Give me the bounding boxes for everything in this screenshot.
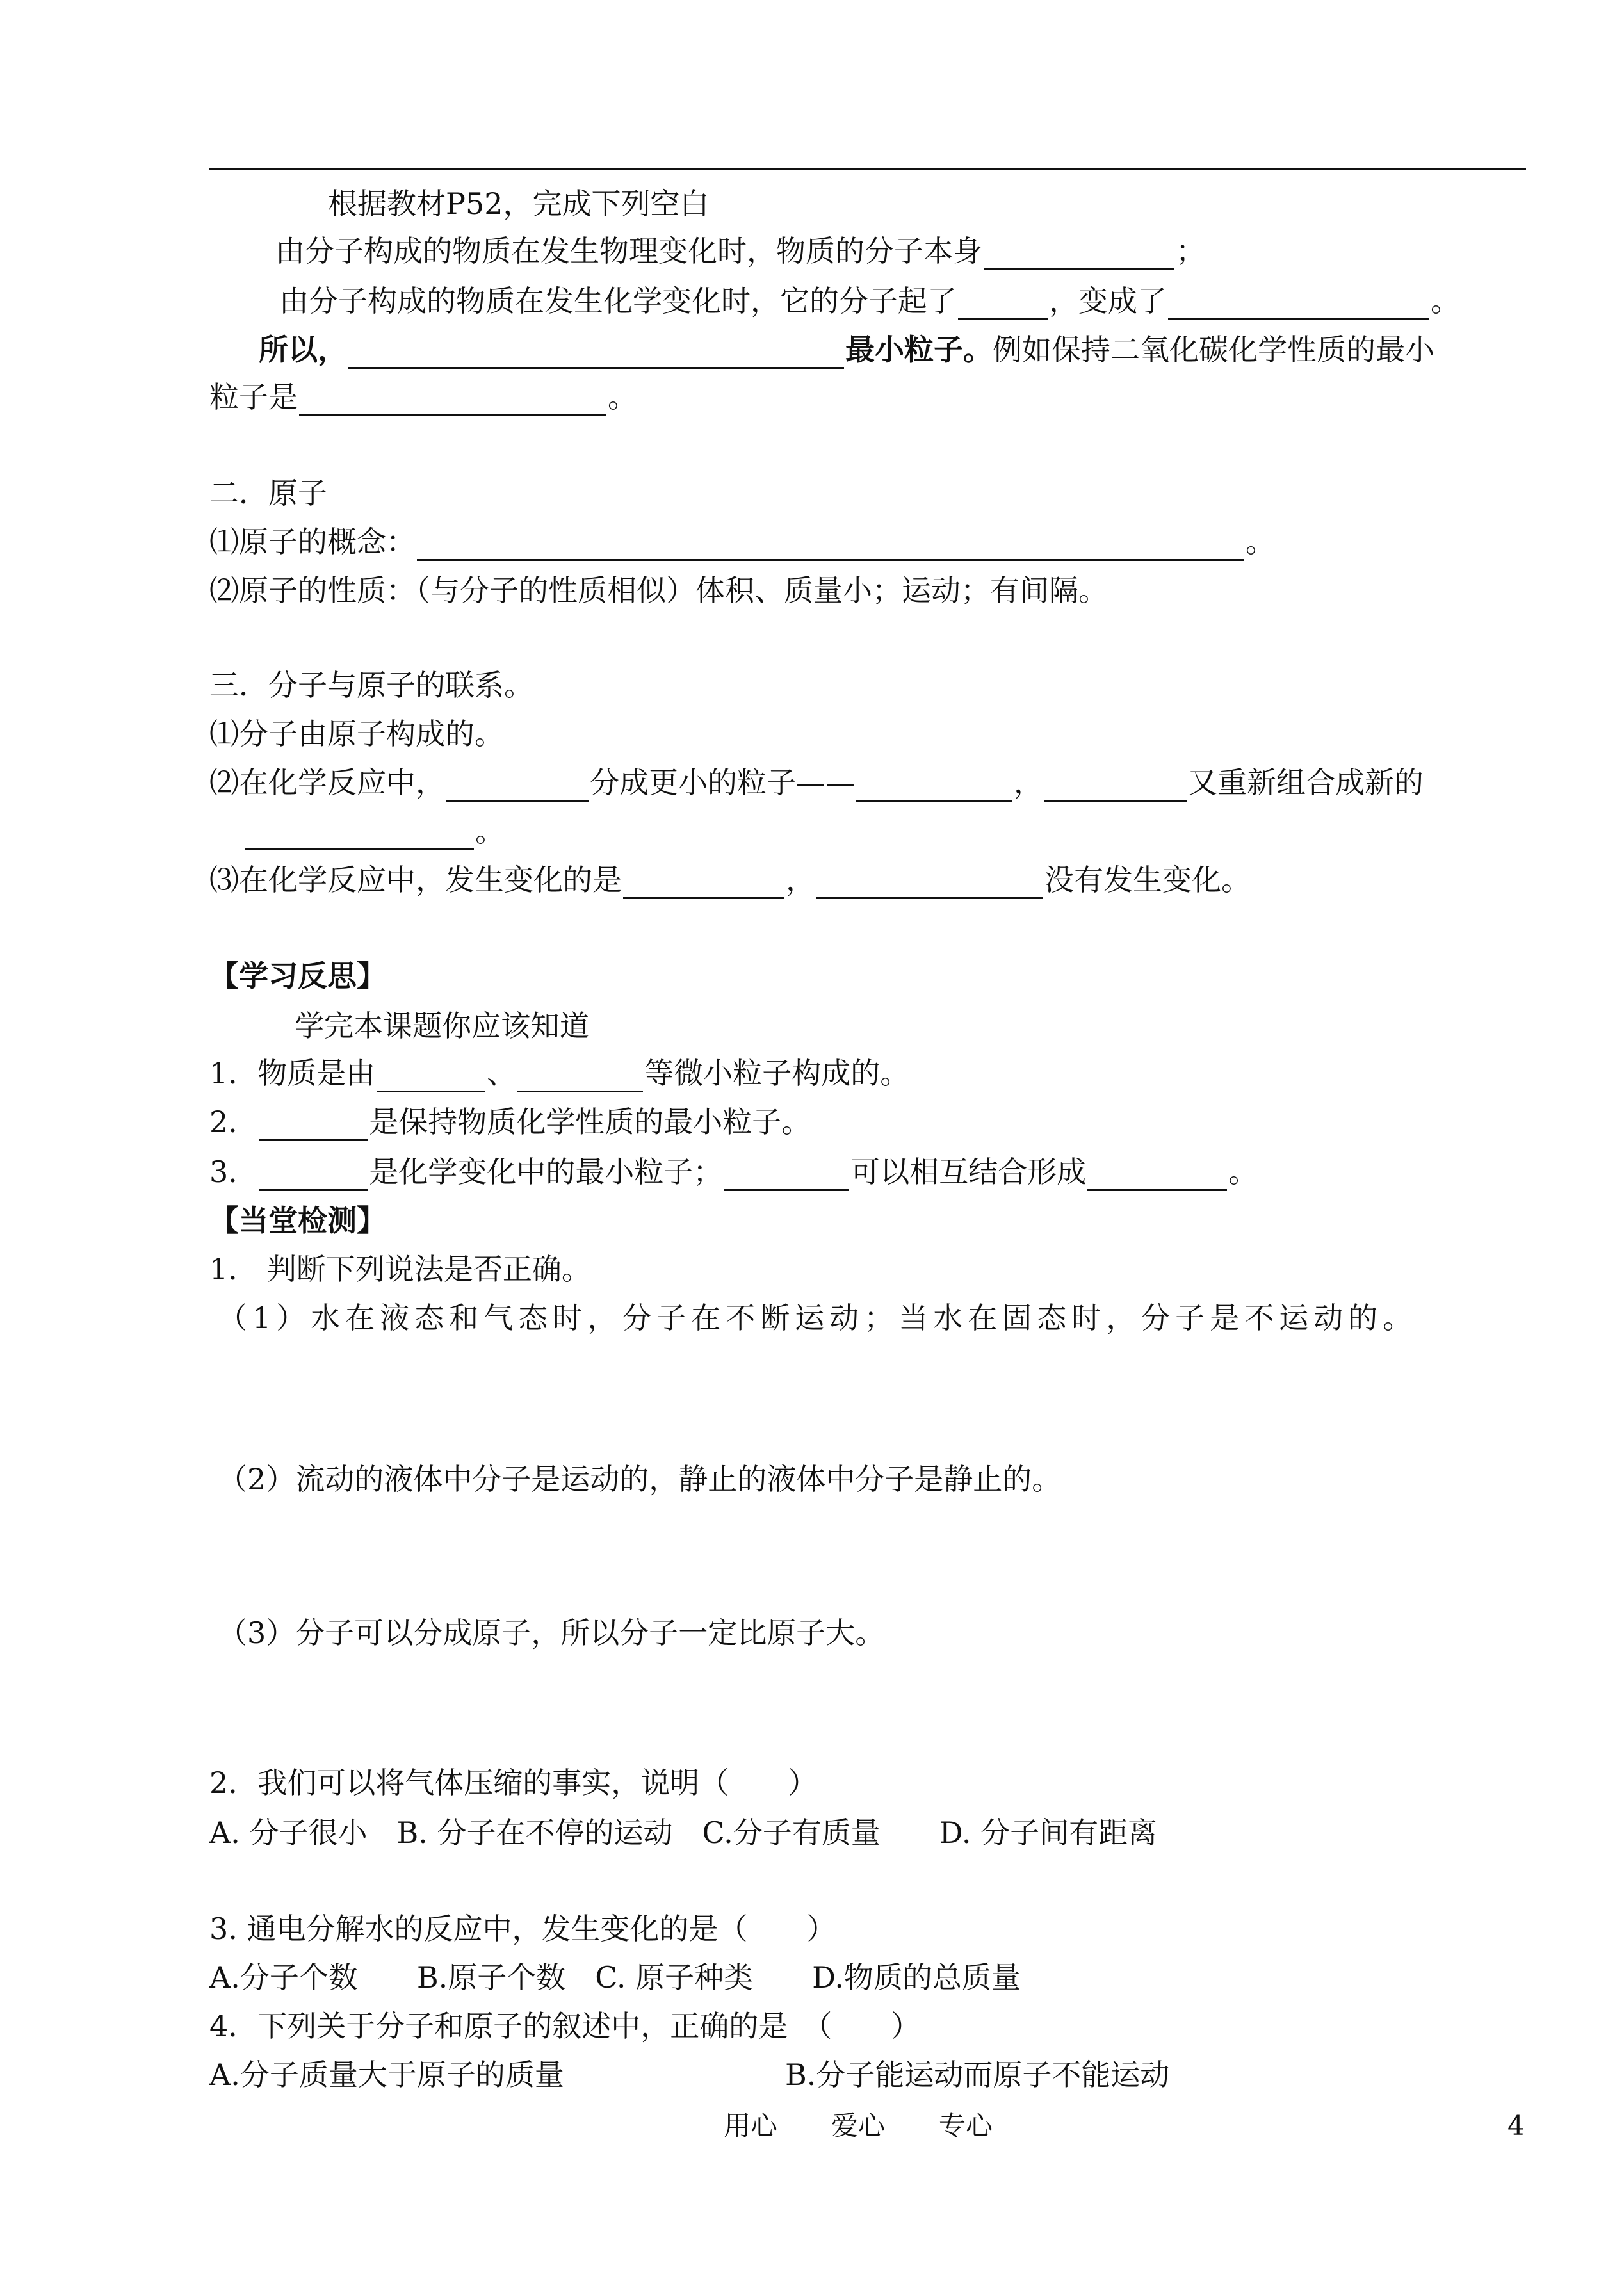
- options-text: A.分子质量大于原子的质量: [209, 2057, 564, 2092]
- instruction-text: 根据教材P52，完成下列空白: [328, 186, 710, 221]
- question-text: 3. 通电分解水的反应中，发生变化的是（ ）: [209, 1911, 836, 1946]
- test-q1-2: [218, 1460, 1061, 1498]
- text: 由分子构成的物质在发生物理变化时，物质的分子本身: [275, 234, 982, 268]
- answer-blank[interactable]: [1044, 769, 1187, 802]
- text: ；: [1176, 234, 1205, 268]
- atom-concept-line: [209, 523, 1275, 561]
- text: 。: [1228, 1155, 1258, 1189]
- text: 1．物质是由: [209, 1056, 376, 1091]
- text: ，: [786, 863, 815, 897]
- test-heading: [209, 1201, 386, 1240]
- text: ⑴分子由原子构成的。: [209, 717, 504, 751]
- relation-line-1: [209, 715, 504, 753]
- answer-blank[interactable]: [623, 866, 784, 899]
- text: 例如保持二氧化碳化学性质的最小: [993, 332, 1434, 367]
- test-q3-options: [209, 1958, 1021, 1997]
- reflection-heading: [209, 957, 386, 995]
- text: 。: [608, 380, 637, 414]
- question-text: 1． 判断下列说法是否正确。: [209, 1252, 591, 1286]
- question-text: 4．下列关于分子和原子的叙述中，正确的是 （ ）: [209, 2009, 921, 2043]
- section-heading: 三．分子与原子的联系。: [209, 668, 533, 702]
- co2-particle-line: [209, 378, 637, 416]
- answer-blank[interactable]: [348, 336, 844, 369]
- answer-blank[interactable]: [958, 288, 1048, 320]
- answer-blank[interactable]: [417, 528, 1244, 561]
- footer-motto: [724, 2107, 993, 2145]
- atom-heading: [209, 474, 327, 512]
- statement-text: （3）分子可以分成原子，所以分子一定比原子大。: [218, 1616, 885, 1650]
- test-q1: [209, 1250, 591, 1288]
- instruction-line: [328, 184, 709, 223]
- relation-line-3: [209, 861, 1251, 899]
- text: 。: [1431, 284, 1460, 318]
- text: 又重新组合成新的: [1188, 765, 1424, 800]
- reflection-intro: [295, 1007, 589, 1045]
- answer-blank[interactable]: [446, 769, 589, 802]
- answer-blank[interactable]: [856, 769, 1012, 802]
- answer-blank[interactable]: [245, 818, 474, 850]
- answer-blank[interactable]: [1087, 1158, 1227, 1191]
- text: 没有发生变化。: [1044, 863, 1251, 897]
- text: 2．: [209, 1105, 258, 1139]
- reflection-q3: [209, 1153, 1258, 1191]
- test-q3: [209, 1910, 836, 1948]
- relation-line-2-cont: [243, 812, 505, 850]
- test-q4-option-a: [209, 2056, 564, 2094]
- statement-text: （1）水在液态和气态时，分子在不断运动；当水在固态时，分子是不运动的。: [218, 1301, 1418, 1335]
- answer-blank[interactable]: [724, 1158, 849, 1191]
- text: 是化学变化中的最小粒子；: [369, 1155, 723, 1189]
- text: 。: [1246, 524, 1275, 559]
- relation-line-2: [209, 763, 1424, 802]
- reflection-q1: [209, 1054, 909, 1092]
- options-text: A. 分子很小 B. 分子在不停的运动 C.分子有质量 D. 分子间有距离: [209, 1815, 1158, 1850]
- chemical-change-line: [279, 282, 1460, 320]
- answer-blank[interactable]: [377, 1060, 485, 1092]
- statement-text: （2）流动的液体中分子是运动的，静止的液体中分子是静止的。: [218, 1462, 1062, 1496]
- options-text: B.分子能运动而原子不能运动: [785, 2057, 1170, 2092]
- text: ，: [1014, 765, 1043, 800]
- text: 最小粒子。: [845, 332, 993, 367]
- text: ⑴原子的概念：: [209, 524, 416, 559]
- test-q2-options: [209, 1813, 1157, 1852]
- page-number: [1507, 2107, 1525, 2145]
- test-q4-option-b: [785, 2056, 1169, 2094]
- answer-blank[interactable]: [259, 1158, 368, 1191]
- page-number-text: 4: [1507, 2110, 1525, 2141]
- text: ⑵在化学反应中，: [209, 765, 445, 800]
- test-q2: [209, 1764, 817, 1802]
- text: 粒子是: [209, 380, 298, 414]
- answer-blank[interactable]: [984, 238, 1174, 270]
- section-heading: 【当堂检测】: [209, 1203, 386, 1238]
- motto-text: 用心 爱心 专心: [724, 2110, 993, 2141]
- answer-blank[interactable]: [299, 384, 606, 416]
- section-heading: 二．原子: [209, 476, 327, 510]
- text: 学完本课题你应该知道: [295, 1009, 589, 1043]
- question-text: 2．我们可以将气体压缩的事实，说明（ ）: [209, 1765, 818, 1800]
- text: 是保持物质化学性质的最小粒子。: [369, 1105, 811, 1139]
- reflection-q2: [209, 1103, 811, 1141]
- text: 3．: [209, 1155, 258, 1189]
- section-heading: 【学习反思】: [209, 959, 386, 993]
- test-q1-1: [218, 1299, 1417, 1337]
- answer-blank[interactable]: [1168, 288, 1429, 320]
- text: ⑵原子的性质：（与分子的性质相似）体积、质量小；运动；有间隔。: [209, 573, 1108, 608]
- physical-change-line: [275, 232, 1205, 270]
- text: ⑶在化学反应中，发生变化的是: [209, 863, 622, 897]
- options-text: A.分子个数 B.原子个数 C. 原子种类 D.物质的总质量: [209, 1960, 1021, 1995]
- text: 。: [475, 814, 505, 848]
- text: 分成更小的粒子——: [590, 765, 855, 800]
- text: 所以，: [259, 332, 347, 367]
- test-q1-3: [218, 1614, 884, 1652]
- text: 由分子构成的物质在发生化学变化时，它的分子起了: [279, 284, 957, 318]
- atom-property-line: [209, 571, 1108, 610]
- text: 等微小粒子构成的。: [644, 1056, 910, 1091]
- answer-blank[interactable]: [517, 1060, 643, 1092]
- test-q4: [209, 2007, 920, 2045]
- conclusion-line: [259, 330, 1434, 369]
- text: ，变成了: [1049, 284, 1167, 318]
- text: 可以相互结合形成: [850, 1155, 1087, 1189]
- answer-blank[interactable]: [816, 866, 1043, 899]
- relation-heading: [209, 666, 533, 704]
- text: 、: [487, 1056, 517, 1091]
- header-rule: [209, 168, 1526, 170]
- answer-blank[interactable]: [259, 1108, 368, 1141]
